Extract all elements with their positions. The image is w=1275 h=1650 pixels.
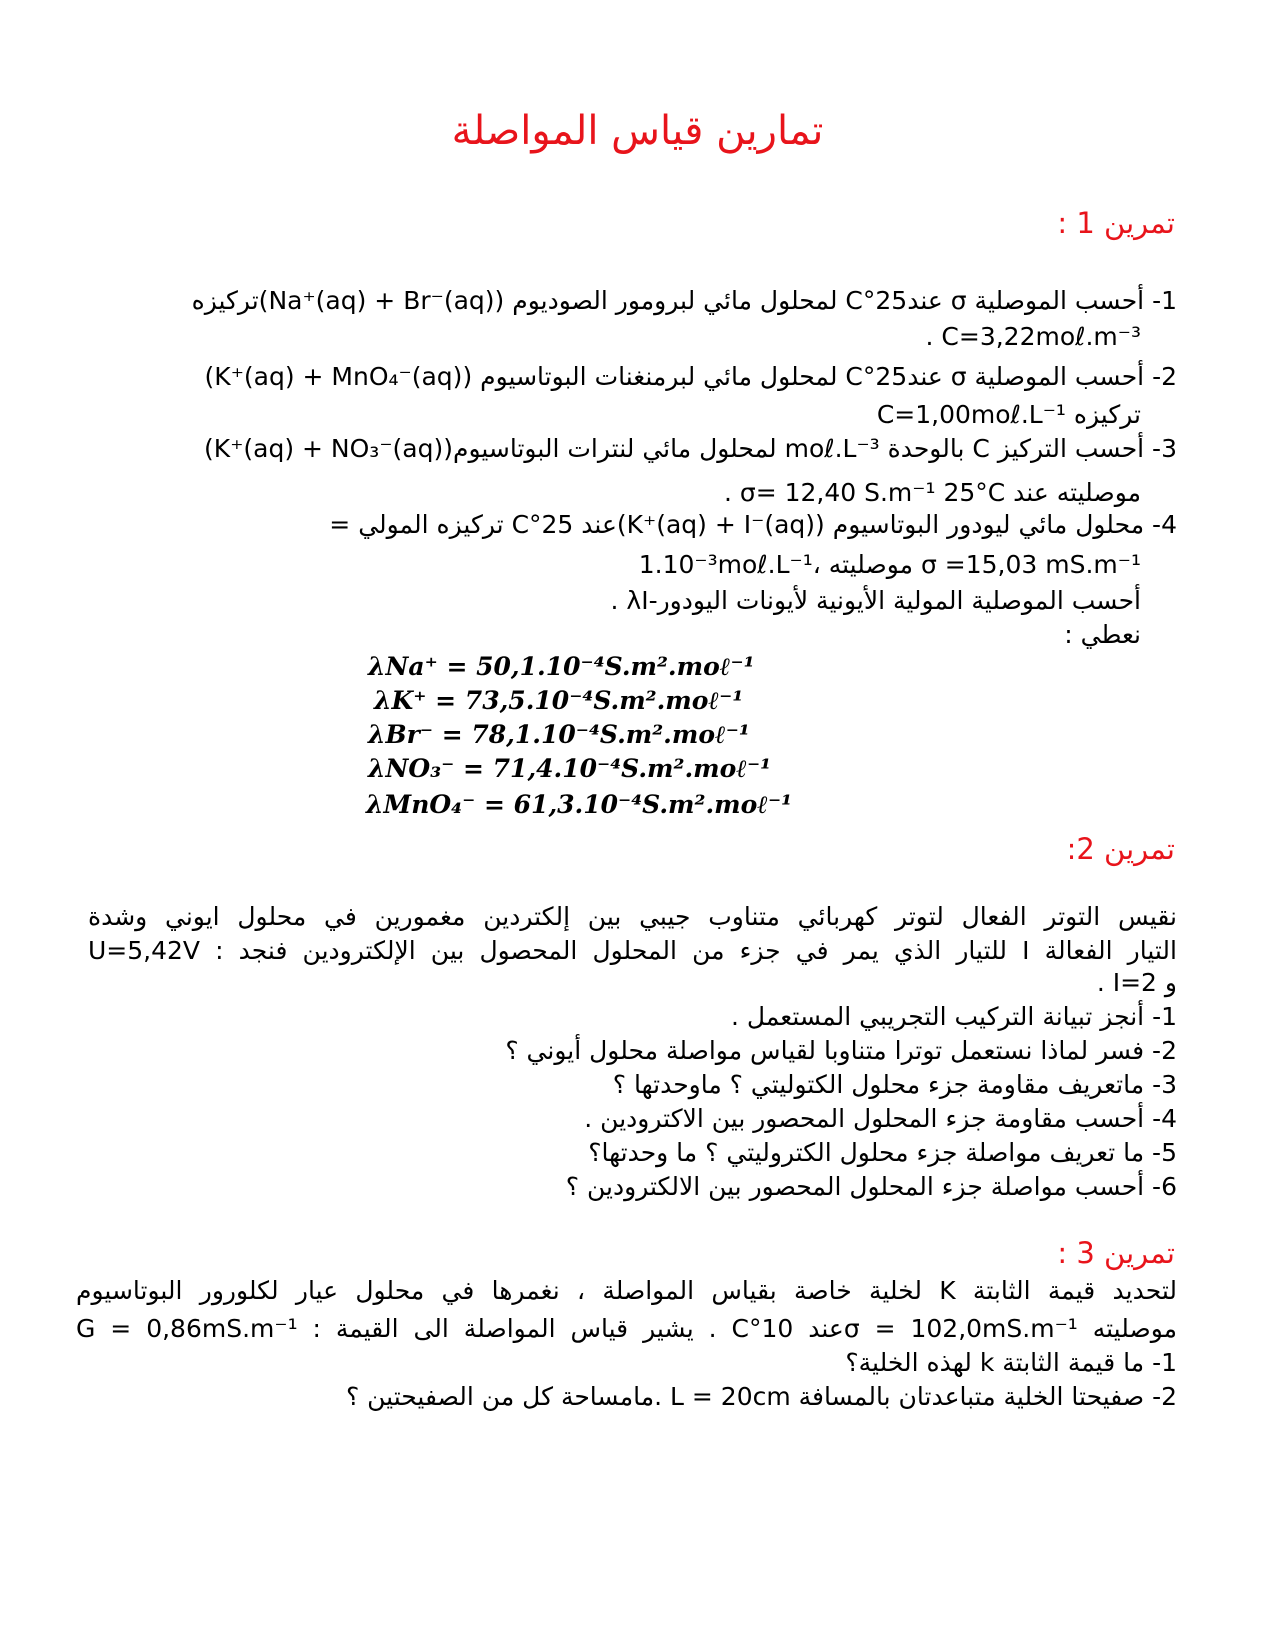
exercise-1-header: تمرين 1 : xyxy=(1057,206,1175,240)
ex2-paragraph-line-3: و I=2 . xyxy=(1096,968,1177,997)
ex2-item-5: 5- ما تعريف مواصلة جزء محلول الكتروليتي ؟ ما وحدتها؟ xyxy=(588,1138,1177,1167)
ex3-paragraph-line-2: موصليته σ = 102,0mS.m⁻¹عند 10°C . يشير قياس المواصلة الى القيمة : G = 0,86mS.m⁻¹ xyxy=(76,1314,1178,1343)
ex2-paragraph-line-2: التيار الفعالة I للتيار الذي يمر في جزء من المحلول المحصول بين الإلكترودين فنجد : U=5,42V xyxy=(88,936,1177,965)
ex1-question-3-line-1: 3- أحسب التركيز C بالوحدة moℓ.L⁻³ لمحلول مائي لنترات البوتاسيوم(K⁺(aq) + NO₃⁻(aq)) xyxy=(204,434,1177,463)
ex1-question-2-line-1: 2- أحسب الموصلية σ عند25°C لمحلول مائي لبرمنغنات البوتاسيوم (K⁺(aq) + MnO₄⁻(aq)) xyxy=(204,362,1177,391)
lambda-k: λK⁺ = 73,5.10⁻⁴S.m².moℓ⁻¹ xyxy=(374,686,744,715)
ex1-question-2-line-2: تركيزه C=1,00moℓ.L⁻¹ xyxy=(876,400,1141,429)
ex1-question-3-line-2: موصليته عند σ= 12,40 S.m⁻¹ 25°C . xyxy=(723,478,1141,507)
lambda-no3: λNO₃⁻ = 71,4.10⁻⁴S.m².moℓ⁻¹ xyxy=(368,754,772,783)
ex1-question-1-line-2: . C=3,22moℓ.m⁻³ xyxy=(925,322,1141,351)
lambda-mno4: λMnO₄⁻ = 61,3.10⁻⁴S.m².moℓ⁻¹ xyxy=(366,790,793,819)
lambda-na: λNa⁺ = 50,1.10⁻⁴S.m².moℓ⁻¹ xyxy=(368,652,755,681)
ex3-item-1: 1- ما قيمة الثابتة k لهذه الخلية؟ xyxy=(845,1348,1177,1377)
ex2-item-6: 6- أحسب مواصلة جزء المحلول المحصور بين الالكترودين ؟ xyxy=(565,1172,1177,1201)
ex1-question-4-line-1: 4- محلول مائي ليودور البوتاسيوم (K⁺(aq) + I⁻(aq))عند 25°C تركيزه المولي = xyxy=(329,510,1177,539)
ex1-question-4-line-3: أحسب الموصلية المولية الأيونية لأيونات اليودور-λI . xyxy=(610,586,1141,615)
ex2-item-4: 4- أحسب مقاومة جزء المحلول المحصور بين الاكترودين . xyxy=(584,1104,1177,1133)
ex2-item-2: 2- فسر لماذا نستعمل توترا متناوبا لقياس مواصلة محلول أيوني ؟ xyxy=(505,1036,1177,1065)
ex3-item-2: 2- صفيحتا الخلية متباعدتان بالمسافة L = 20cm .مامساحة كل من الصفيحتين ؟ xyxy=(345,1382,1177,1411)
ex2-item-1: 1- أنجز تبيانة التركيب التجريبي المستعمل . xyxy=(731,1002,1177,1031)
ex1-question-4-line-2: 1.10⁻³moℓ.L⁻¹، موصليته σ =15,03 mS.m⁻¹ xyxy=(638,550,1141,579)
ex1-question-1-line-1: 1- أحسب الموصلية σ عند25°C لمحلول مائي لبرومور الصوديوم (Na⁺(aq) + Br⁻(aq))تركيزه xyxy=(191,286,1177,315)
ex1-given-label: نعطي : xyxy=(1064,620,1141,649)
ex2-item-3: 3- ماتعريف مقاومة جزء محلول الكتوليتي ؟ ماوحدتها ؟ xyxy=(612,1070,1177,1099)
exercise-2-header: تمرين 2: xyxy=(1066,832,1175,866)
page-title: تمارين قياس المواصلة xyxy=(451,108,824,154)
ex2-paragraph-line-1: نقيس التوتر الفعال لتوتر كهربائي متناوب جيبي بين إلكتردين مغمورين في محلول ايوني وشدة xyxy=(88,902,1177,931)
lambda-br: λBr⁻ = 78,1.10⁻⁴S.m².moℓ⁻¹ xyxy=(368,720,750,749)
ex3-paragraph-line-1: لتحديد قيمة الثابتة K لخلية خاصة بقياس المواصلة ، نغمرها في محلول عيار لكلورور البوتاسيوم xyxy=(76,1276,1177,1305)
exercise-3-header: تمرين 3 : xyxy=(1057,1236,1175,1270)
